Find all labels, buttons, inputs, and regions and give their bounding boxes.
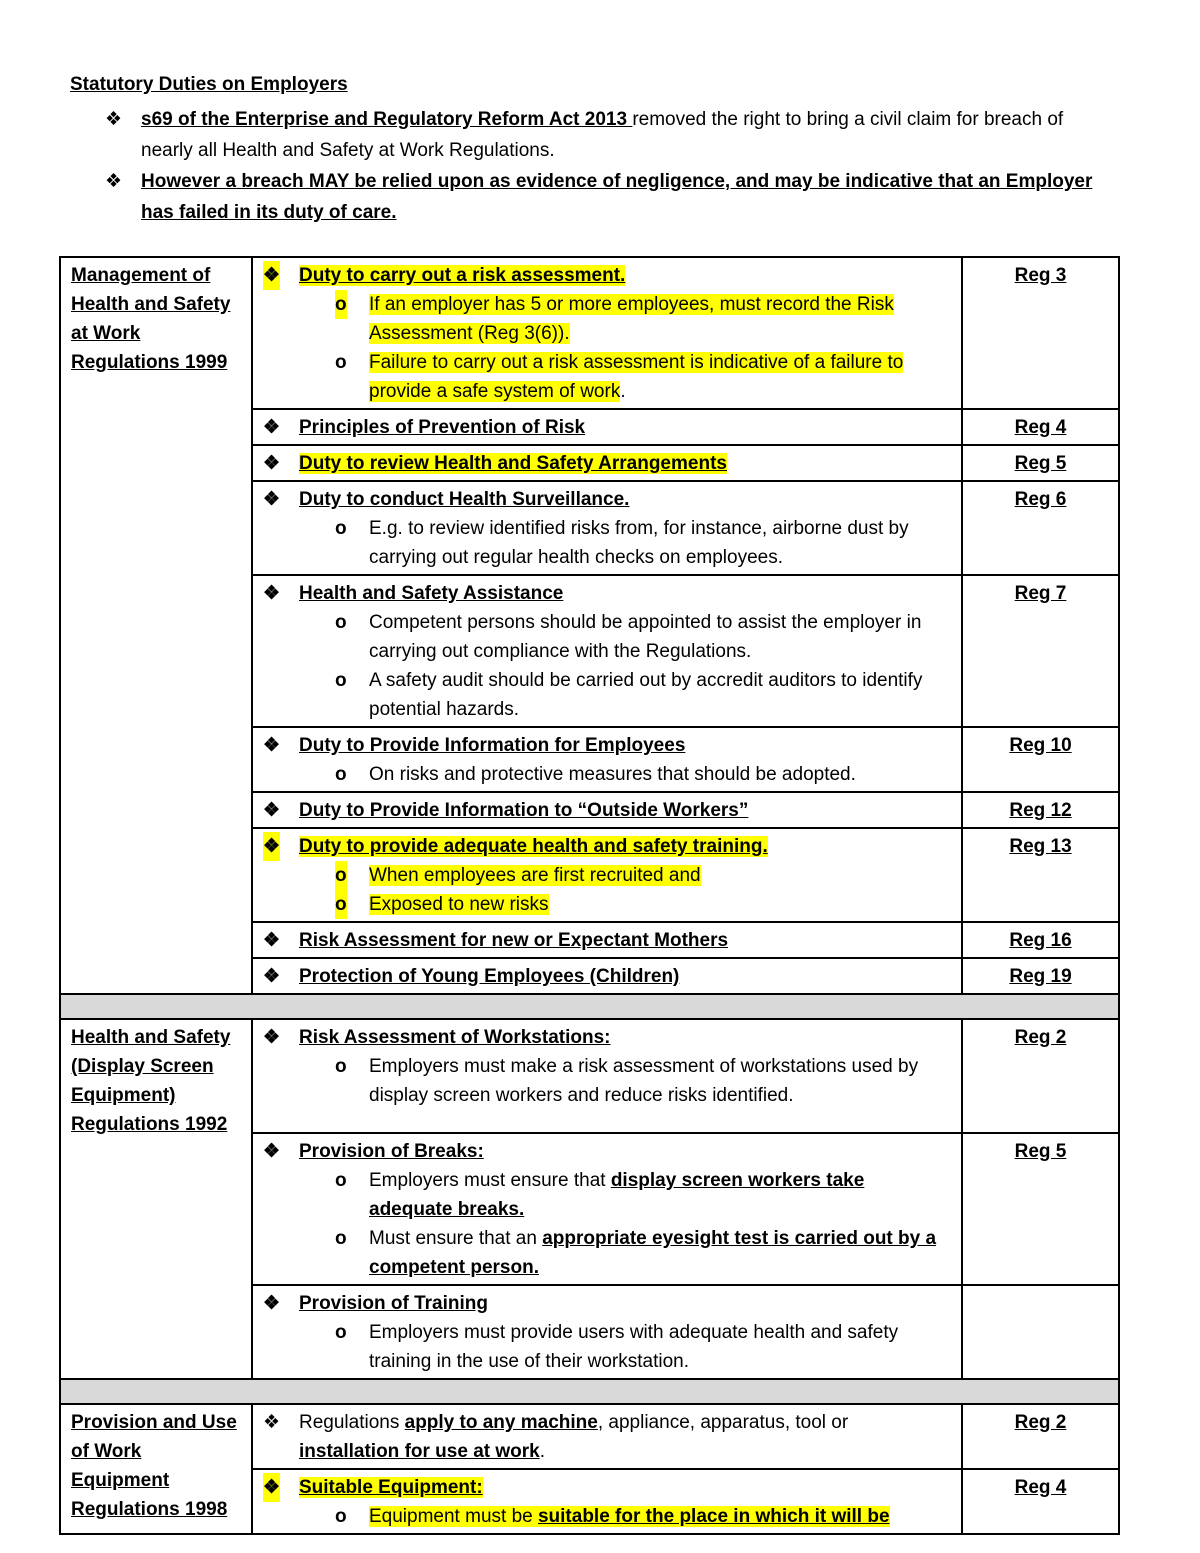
diamond-bullet-icon: ❖: [105, 171, 123, 192]
circle-bullet-icon: o: [335, 861, 347, 890]
duty-heading: Risk Assessment of Workstations:: [299, 1027, 611, 1048]
duty-cell: [252, 445, 962, 481]
circle-bullet-icon: o: [335, 518, 347, 539]
section-separator: [60, 994, 1119, 1019]
duty-text: , appliance, apparatus, tool or: [597, 1412, 849, 1433]
duty-heading: Duty to Provide Information for Employees: [299, 735, 686, 756]
regulation-ref: Reg 13: [962, 828, 1119, 922]
regulation-ref: Reg 19: [962, 958, 1119, 994]
circle-bullet-icon: o: [335, 612, 347, 633]
duty-cell: [252, 1404, 962, 1469]
regulation-name: Provision and Use of Work Equipment Regulations 1998: [60, 1404, 252, 1534]
diamond-bullet-icon: ❖: [263, 1293, 281, 1314]
duty-cell: [252, 257, 962, 409]
duty-cell: [252, 828, 962, 922]
duty-detail: On risks and protective measures that should be adopted.: [369, 764, 856, 785]
intro-item: [105, 104, 1105, 166]
circle-bullet-icon: o: [335, 352, 347, 373]
regulation-ref: Reg 4: [962, 409, 1119, 445]
circle-bullet-icon: o: [335, 764, 347, 785]
duty-detail: A safety audit should be carried out by accredit auditors to identify potential hazards.: [369, 670, 923, 720]
duty-text: Regulations: [299, 1412, 405, 1433]
duty-detail: Failure to carry out a risk assessment is indicative of a failure to provide a safe system of work: [369, 352, 904, 402]
duty-cell: [252, 575, 962, 727]
circle-bullet-icon: o: [335, 1506, 347, 1527]
duty-detail: Equipment must be: [369, 1506, 538, 1527]
duty-heading: Duty to conduct Health Surveillance.: [299, 489, 630, 510]
diamond-bullet-icon: ❖: [263, 453, 281, 474]
regulation-name: Health and Safety (Display Screen Equipment) Regulations 1992: [60, 1019, 252, 1379]
duty-detail-trail: .: [620, 381, 626, 402]
diamond-bullet-icon: ❖: [263, 417, 281, 438]
duty-heading: Duty to carry out a risk assessment.: [299, 265, 626, 286]
regulation-ref: Reg 3: [962, 257, 1119, 409]
diamond-bullet-icon: ❖: [263, 966, 281, 987]
duty-heading: Duty to provide adequate health and safety training.: [299, 836, 768, 857]
duty-text: .: [539, 1441, 545, 1462]
table-row: [60, 1404, 1119, 1469]
duty-cell: [252, 1469, 962, 1534]
duty-heading: Principles of Prevention of Risk: [299, 417, 586, 438]
duty-detail: Employers must make a risk assessment of workstations used by display screen workers and reduce risks identified.: [369, 1056, 919, 1106]
circle-bullet-icon: o: [335, 290, 347, 319]
diamond-bullet-icon: ❖: [263, 261, 280, 290]
circle-bullet-icon: o: [335, 1228, 347, 1249]
duty-detail: If an employer has 5 or more employees, must record the Risk Assessment (Reg 3(6)).: [369, 294, 894, 344]
regulation-ref: Reg 5: [962, 445, 1119, 481]
duty-heading: Health and Safety Assistance: [299, 583, 564, 604]
duty-cell: [252, 409, 962, 445]
duty-text-emphasis: apply to any machine: [404, 1412, 598, 1433]
circle-bullet-icon: o: [335, 1170, 347, 1191]
duty-detail-emphasis: display screen workers take adequate breaks.: [369, 1170, 865, 1220]
regulation-ref: Reg 7: [962, 575, 1119, 727]
diamond-bullet-icon: ❖: [263, 1412, 281, 1433]
duty-cell: [252, 922, 962, 958]
duty-detail: When employees are first recruited and: [369, 865, 701, 886]
duty-heading: Duty to Provide Information to “Outside Workers”: [299, 800, 749, 821]
duty-detail: Must ensure that an: [369, 1228, 543, 1249]
duty-cell: [252, 1285, 962, 1379]
intro-list: [105, 104, 1105, 228]
diamond-bullet-icon: ❖: [263, 800, 281, 821]
diamond-bullet-icon: ❖: [263, 489, 281, 510]
duty-detail: E.g. to review identified risks from, for instance, airborne dust by carrying out regular health checks on employees.: [369, 518, 909, 568]
circle-bullet-icon: o: [335, 890, 347, 919]
duty-cell: [252, 792, 962, 828]
intro-item-lead: However a breach MAY be relied upon as evidence of negligence, and may be indicative that an Employer has failed in its duty of care.: [141, 171, 1093, 223]
duty-heading: Protection of Young Employees (Children): [299, 966, 680, 987]
regulation-ref: Reg 16: [962, 922, 1119, 958]
diamond-bullet-icon: ❖: [263, 930, 281, 951]
table-row: [60, 257, 1119, 409]
circle-bullet-icon: o: [335, 1056, 347, 1077]
regulation-ref: Reg 6: [962, 481, 1119, 575]
duty-detail: Competent persons should be appointed to assist the employer in carrying out compliance with the Regulations.: [369, 612, 922, 662]
duty-detail: Exposed to new risks: [369, 894, 549, 915]
duty-cell: [252, 958, 962, 994]
duty-heading: Duty to review Health and Safety Arrangements: [299, 453, 727, 474]
diamond-bullet-icon: ❖: [105, 109, 123, 130]
duty-heading: Provision of Breaks:: [299, 1141, 484, 1162]
duty-detail-emphasis: suitable for the place in which it will be: [537, 1506, 890, 1527]
diamond-bullet-icon: ❖: [263, 735, 281, 756]
circle-bullet-icon: o: [335, 670, 347, 691]
duty-detail-emphasis: appropriate eyesight test is carried out by a competent person.: [369, 1228, 937, 1278]
duty-cell: [252, 727, 962, 792]
regulation-ref: Reg 10: [962, 727, 1119, 792]
regulation-name: Management of Health and Safety at Work Regulations 1999: [60, 257, 252, 994]
intro-item: [105, 166, 1105, 228]
circle-bullet-icon: o: [335, 1322, 347, 1343]
regulations-table: [59, 256, 1120, 1535]
diamond-bullet-icon: ❖: [263, 1473, 280, 1502]
regulation-ref: [962, 1285, 1119, 1379]
duty-text-emphasis: installation for use at work: [299, 1441, 540, 1462]
duty-detail: Employers must provide users with adequate health and safety training in the use of their workstation.: [369, 1322, 899, 1372]
duty-detail: Employers must ensure that: [369, 1170, 611, 1191]
regulation-ref: Reg 2: [962, 1019, 1119, 1133]
section-separator: [60, 1379, 1119, 1404]
diamond-bullet-icon: ❖: [263, 832, 280, 861]
regulation-ref: Reg 5: [962, 1133, 1119, 1285]
intro-item-lead: s69 of the Enterprise and Regulatory Reform Act 2013: [141, 109, 633, 130]
duty-cell: [252, 481, 962, 575]
regulation-ref: Reg 2: [962, 1404, 1119, 1469]
duty-heading: Suitable Equipment:: [299, 1477, 483, 1498]
duty-cell: [252, 1133, 962, 1285]
table-row: [60, 1019, 1119, 1133]
duty-cell: [252, 1019, 962, 1133]
regulation-ref: Reg 4: [962, 1469, 1119, 1534]
diamond-bullet-icon: ❖: [263, 1027, 281, 1048]
diamond-bullet-icon: ❖: [263, 1141, 281, 1162]
regulation-ref: Reg 12: [962, 792, 1119, 828]
duty-heading: Risk Assessment for new or Expectant Mothers: [299, 930, 729, 951]
intro-item-text: removed the right to bring a civil claim for breach of nearly all Health and Safety at Work Regulations.: [141, 109, 1064, 161]
duty-heading: Provision of Training: [299, 1293, 488, 1314]
diamond-bullet-icon: ❖: [263, 583, 281, 604]
document-title: Statutory Duties on Employers: [70, 74, 348, 95]
